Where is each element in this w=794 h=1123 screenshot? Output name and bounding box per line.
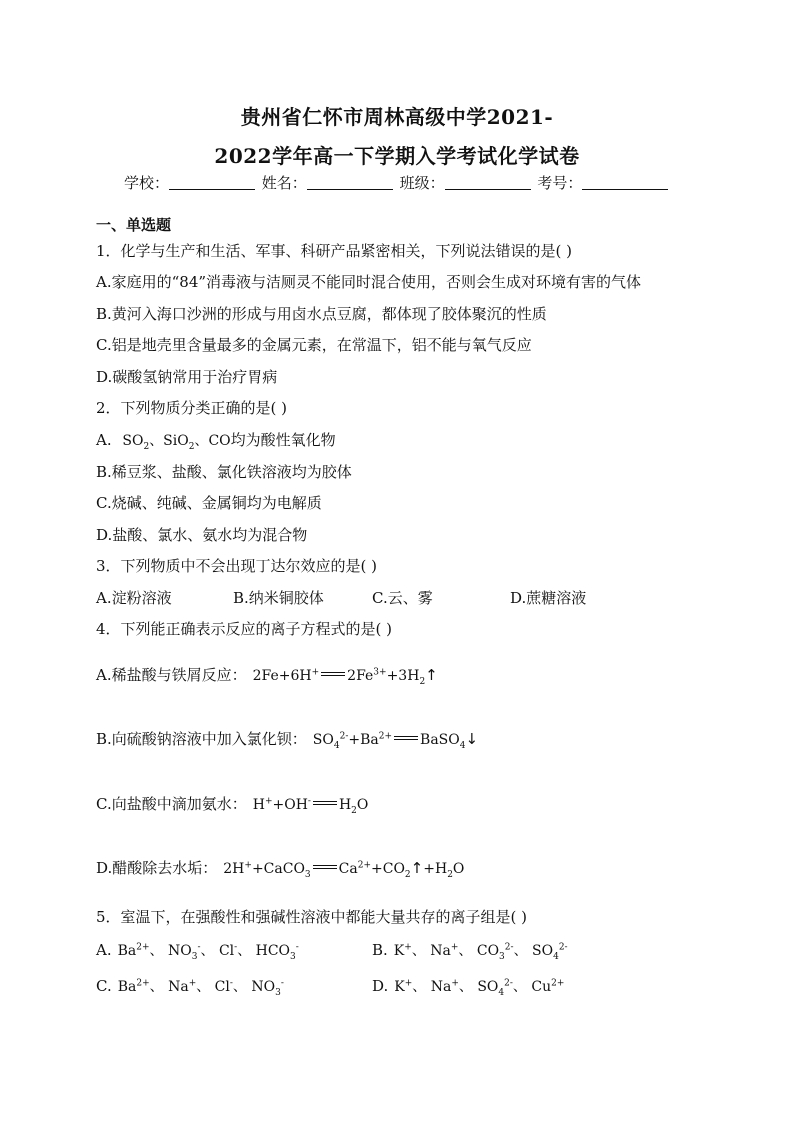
q4-stem: 4．下列能正确表示反应的离子方程式的是( ) bbox=[96, 620, 393, 638]
q3-stem: 3．下列物质中不会出现丁达尔效应的是( ) bbox=[96, 557, 378, 575]
q3-option-a: A.淀粉溶液 bbox=[96, 589, 172, 607]
q1-option-a: A.家庭用的“84”消毒液与洁厕灵不能同时混合使用，否则会生成对环境有害的气体 bbox=[96, 273, 642, 291]
q3-option-c: C.云、雾 bbox=[372, 589, 433, 607]
q1-stem: 1．化学与生产和生活、军事、科研产品紧密相关，下列说法错误的是( ) bbox=[96, 242, 573, 260]
class-label: 班级： bbox=[399, 174, 445, 192]
section-heading: 一、单选题 bbox=[96, 216, 172, 234]
q4-option-b: B.向硫酸钠溶液中加入氯化钡： $SO_4^{2-}+Ba^{2+}$ BaSO$_4$↓ bbox=[96, 730, 479, 751]
q4-option-a: A.稀盐酸与铁屑反应： 2Fe+6H+ $2Fe^{3+}+3H_2↑$ bbox=[96, 666, 438, 687]
exam-title-line1: 贵州省仁怀市周林高级中学2021- bbox=[240, 105, 554, 129]
q2-option-d: D.盐酸、氯水、氨水均为混合物 bbox=[96, 526, 308, 544]
q4-option-d: D.醋酸除去水垢： 2H++CaCO$_3$ $Ca^{2+}+CO_2↑+H_2O$ bbox=[96, 859, 465, 880]
q2-stem: 2．下列物质分类正确的是( ) bbox=[96, 399, 288, 417]
q5-option-b: B. K+、 Na+、 $CO_3^{2-}$、 $SO_4^{2-}$ bbox=[372, 941, 568, 962]
name-label: 姓名： bbox=[261, 174, 307, 192]
q5-stem: 5．室温下，在强酸性和强碱性溶液中都能大量共存的离子组是( ) bbox=[96, 908, 528, 926]
student-info-row bbox=[124, 172, 670, 193]
school-label: 学校： bbox=[124, 174, 170, 192]
exam-number-label: 考号： bbox=[537, 174, 583, 192]
q1-option-d: D.碳酸氢钠常用于治疗胃病 bbox=[96, 368, 278, 386]
q5-option-d: D. K+、 Na+、 $SO_4^{2-}$、 $Cu^{2+}$ bbox=[372, 977, 565, 998]
q4-option-c: C.向盐酸中滴加氨水： H++OH- $H_2O$ bbox=[96, 795, 369, 816]
q5-option-c: C. $Ba^{2+}$、 Na+、 Cl-、 $NO_3^-$ bbox=[96, 977, 284, 998]
q1-option-b: B.黄河入海口沙洲的形成与用卤水点豆腐，都体现了胶体聚沉的性质 bbox=[96, 305, 547, 323]
q2-option-c: C.烧碱、纯碱、金属铜均为电解质 bbox=[96, 494, 322, 512]
q3-option-b: B.纳米铜胶体 bbox=[233, 589, 324, 607]
school-blank[interactable] bbox=[169, 175, 255, 190]
exam-number-blank[interactable] bbox=[582, 175, 668, 190]
q2-option-b: B.稀豆浆、盐酸、氯化铁溶液均为胶体 bbox=[96, 463, 352, 481]
q3-option-d: D.蔗糖溶液 bbox=[510, 589, 587, 607]
name-blank[interactable] bbox=[307, 175, 393, 190]
q2-option-a: A. $SO_2$、SiO$_2$、CO均为酸性氧化物 bbox=[96, 431, 336, 452]
q1-option-c: C.铝是地壳里含量最多的金属元素，在常温下，铝不能与氧气反应 bbox=[96, 336, 532, 354]
exam-title-line2: 2022学年高一下学期入学考试化学试卷 bbox=[214, 144, 580, 168]
q5-option-a: A. $Ba^{2+}$、 $NO_3^-$、 Cl-、 $HCO_3^-$ bbox=[96, 941, 299, 962]
class-blank[interactable] bbox=[445, 175, 531, 190]
